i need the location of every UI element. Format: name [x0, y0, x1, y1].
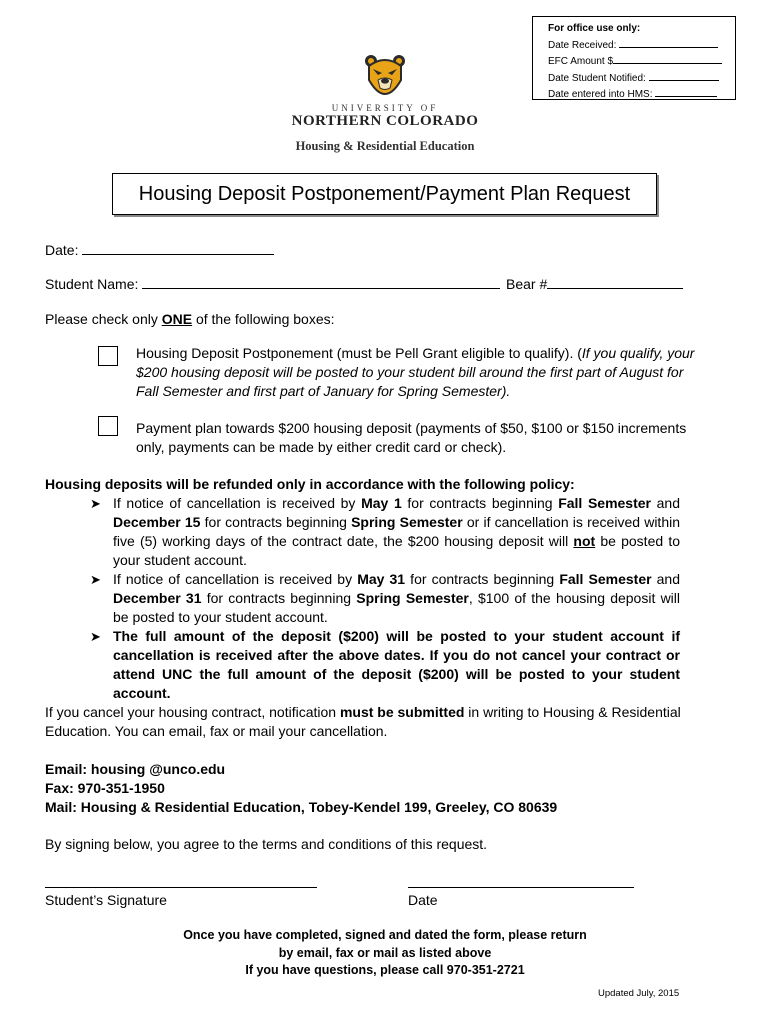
- deposit-postponement-checkbox[interactable]: [98, 346, 118, 366]
- student-name-field: [45, 274, 500, 293]
- student-name-label: Student Name:: [45, 276, 139, 292]
- date-input-line[interactable]: [82, 240, 274, 255]
- form-title: Housing Deposit Postponement/Payment Plan Request: [112, 173, 657, 215]
- university-of-text: UNIVERSITY OF: [331, 103, 439, 113]
- office-use-title: For office use only:: [548, 23, 641, 34]
- bear-number-input-line[interactable]: [547, 274, 683, 289]
- bear-mascot-icon: [363, 52, 407, 96]
- payment-plan-text: Payment plan towards $200 housing deposit (payments of $50, $100 or $150 increments only, payments can be made by either credit card or check).: [136, 420, 687, 455]
- updated-date: Updated July, 2015: [598, 988, 680, 999]
- office-date-notified: Date Student Notified:: [548, 70, 735, 87]
- bear-number-field: [506, 274, 683, 293]
- contact-fax: Fax: 970-351-1950: [45, 780, 165, 796]
- agreement-text: By signing below, you agree to the terms and conditions of this request.: [45, 836, 488, 852]
- check-instruction: Please check only ONE of the following boxes:: [45, 311, 335, 327]
- cancellation-paragraph: If you cancel your housing contract, notification must be submitted in writing to Housing & Residential Education. You can email, fax or mail your cancellation.: [45, 704, 681, 739]
- payment-plan-checkbox[interactable]: [98, 416, 118, 436]
- return-instructions: Once you have completed, signed and dated the form, please return by email, fax or mail as listed above If you have questions, please call 970-351-2721: [183, 928, 587, 977]
- office-date-received: Date Received:: [548, 37, 735, 54]
- contact-info: [45, 760, 557, 817]
- date-label: Date:: [45, 242, 79, 258]
- student-signature-label: Student’s Signature: [45, 892, 167, 908]
- deposit-postponement-text: Housing Deposit Postponement (must be Pell Grant eligible to qualify). (If you qualify, your $200 housing deposit will be posted to your student bill around the first part of August for Fall Semester and first part of January for Spring Semester).: [136, 345, 695, 399]
- signature-date-line[interactable]: [408, 887, 634, 888]
- student-signature-line[interactable]: [45, 887, 317, 888]
- office-date-entered: Date entered into HMS:: [548, 86, 735, 103]
- signature-date-label: Date: [408, 892, 438, 908]
- bear-number-label: Bear #: [506, 276, 548, 292]
- northern-colorado-text: NORTHERN COLORADO: [291, 113, 479, 129]
- contact-email: Email: housing @unco.edu: [45, 761, 226, 777]
- unc-logo: [290, 52, 480, 153]
- contact-mail: Mail: Housing & Residential Education, Tobey-Kendel 199, Greeley, CO 80639: [45, 799, 558, 815]
- date-field: [45, 240, 274, 259]
- arrow-bullet-icon: ➤: [90, 629, 101, 644]
- arrow-bullet-icon: ➤: [90, 572, 101, 587]
- office-efc-amount: EFC Amount $: [548, 53, 735, 70]
- office-use-box: [532, 16, 736, 100]
- arrow-bullet-icon: ➤: [90, 496, 101, 511]
- department-name: Housing & Residential Education: [295, 139, 475, 153]
- policy-heading: Housing deposits will be refunded only in accordance with the following policy:: [45, 476, 575, 492]
- student-name-input-line[interactable]: [142, 274, 500, 289]
